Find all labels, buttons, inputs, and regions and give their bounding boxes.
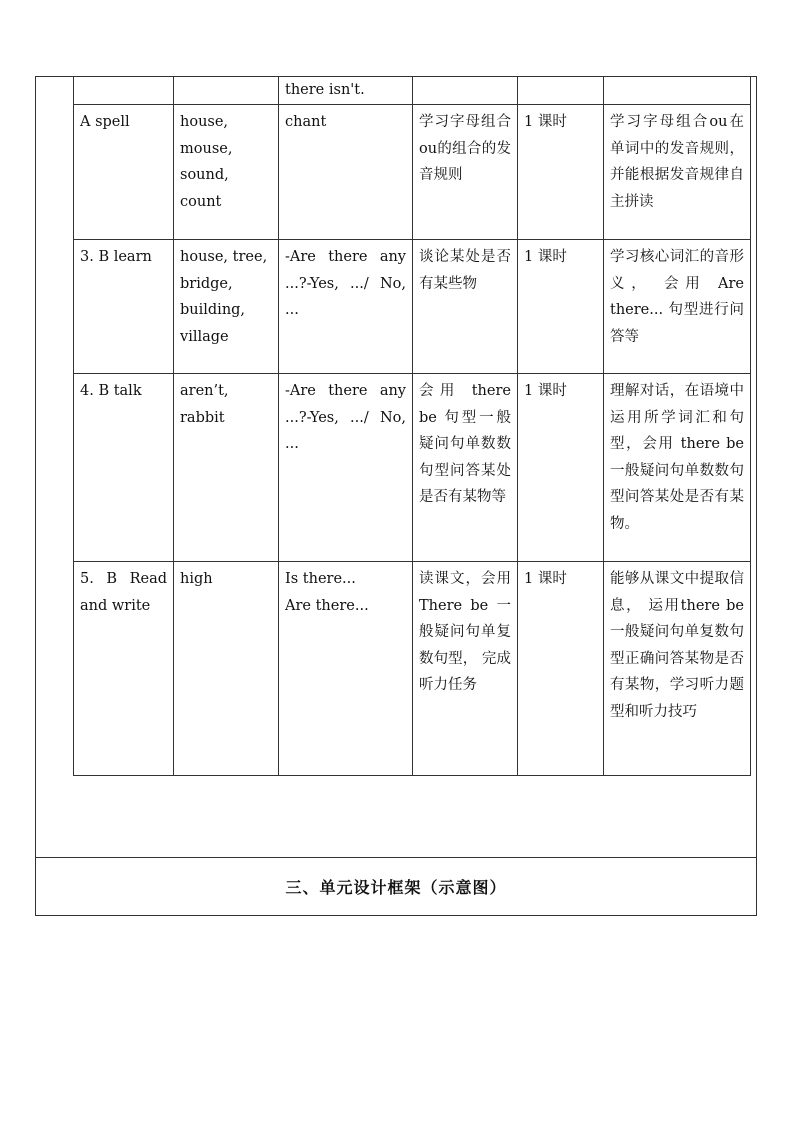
cell-goal: 能够从课文中提取信息， 运用there be一般疑问句单复数句型正确问答某物是否有某物，学习听力题型和听力技巧 <box>604 562 751 776</box>
table-row <box>74 562 751 776</box>
cell-sentence: -Are there any ...?-Yes, .../ No, ... <box>279 374 413 562</box>
cell-vocab: house, tree, bridge, building, village <box>174 240 279 374</box>
cell-hours: 1 课时 <box>518 105 604 240</box>
table-row <box>74 240 751 374</box>
table-row <box>74 77 751 105</box>
cell-vocab: high <box>174 562 279 776</box>
cell-lesson: 5. B Read and write <box>74 562 174 776</box>
cell-lesson: 4. B talk <box>74 374 174 562</box>
cell-hours: 1 课时 <box>518 374 604 562</box>
cell-lesson: 3. B learn <box>74 240 174 374</box>
cell-activity: 读课文，会用 There be 一般疑问句单复数句型， 完成听力任务 <box>413 562 518 776</box>
cell-lesson <box>74 77 174 105</box>
cell-vocab <box>174 77 279 105</box>
cell-goal <box>604 77 751 105</box>
cell-activity: 学习字母组合ou的组合的发音规则 <box>413 105 518 240</box>
cell-sentence: there isn't. <box>279 77 413 105</box>
cell-vocab: aren’t, rabbit <box>174 374 279 562</box>
cell-sentence: -Are there any ...?-Yes, .../ No, ... <box>279 240 413 374</box>
cell-sentence: Is there... Are there... <box>279 562 413 776</box>
cell-hours: 1 课时 <box>518 240 604 374</box>
section-title: 三、单元设计框架（示意图） <box>285 878 507 897</box>
lesson-plan-table <box>73 76 751 776</box>
cell-hours: 1 课时 <box>518 562 604 776</box>
cell-sentence: chant <box>279 105 413 240</box>
cell-hours <box>518 77 604 105</box>
cell-activity: 谈论某处是否有某些物 <box>413 240 518 374</box>
cell-lesson: A spell <box>74 105 174 240</box>
table-row <box>74 105 751 240</box>
cell-vocab: house, mouse, sound, count <box>174 105 279 240</box>
cell-activity: 会用 there be 句型一般疑问句单数数句型问答某处是否有某物等 <box>413 374 518 562</box>
cell-goal: 学习字母组合ou在单词中的发音规则，并能根据发音规律自主拼读 <box>604 105 751 240</box>
cell-activity <box>413 77 518 105</box>
table-row <box>74 374 751 562</box>
cell-goal: 理解对话，在语境中运用所学词汇和句型，会用 there be 一般疑问句单数数句型问答某处是否有某物。 <box>604 374 751 562</box>
cell-goal: 学习核心词汇的音形义， 会用 Are there... 句型进行问答等 <box>604 240 751 374</box>
